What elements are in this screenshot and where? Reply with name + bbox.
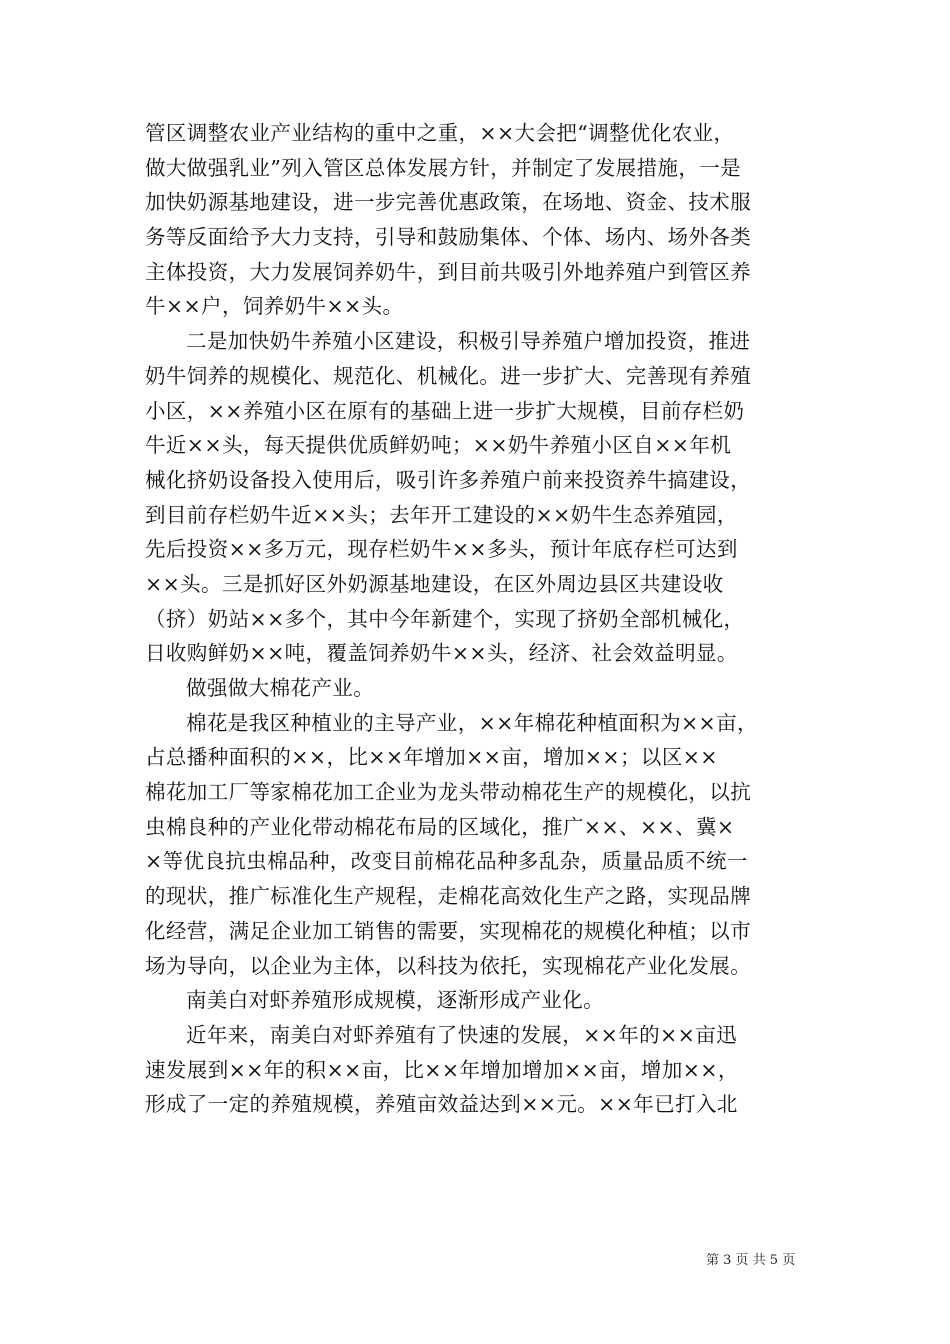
text-line: 速发展到××年的积××亩，比××年增加增加××亩，增加××， — [145, 1057, 739, 1082]
text-line: 虫棉良种的产业化带动棉花布局的区域化，推广××、××、冀× — [145, 814, 735, 839]
text-line: 主体投资，大力发展饲养奶牛，到目前共吸引外地养殖户到管区养 — [145, 259, 752, 284]
text-line: 二是加快奶牛养殖小区建设，积极引导养殖户增加投资，推进 — [186, 329, 751, 354]
page-number-footer: 第 3 页 共 5 页 — [706, 1253, 796, 1268]
text-line: 占总播种面积的××，比××年增加××亩，增加××；以区×× — [145, 745, 718, 770]
text-line: ×等优良抗虫棉品种，改变目前棉花品种多乱杂，质量品质不统一 — [145, 849, 748, 874]
text-line: 先后投资××多万元，现存栏奶牛××多头，预计年底存栏可达到 — [145, 537, 738, 562]
text-line: 做大做强乳业”列入管区总体发展方针，并制定了发展措施，一是 — [145, 155, 742, 180]
text-line: 场为导向，以企业为主体，以科技为依托，实现棉花产业化发展。 — [145, 953, 752, 978]
text-line: （挤）奶站××多个，其中今年新建个，实现了挤奶全部机械化， — [145, 606, 745, 631]
text-line: 近年来，南美白对虾养殖有了快速的发展，××年的××亩迅 — [186, 1022, 738, 1047]
text-line: 化经营，满足企业加工销售的需要，实现棉花的规模化种植；以市 — [145, 918, 752, 943]
text-line: 牛近××头，每天提供优质鲜奶吨；××奶牛养殖小区自××年机 — [145, 433, 732, 458]
text-line: 管区调整农业产业结构的重中之重，××大会把“调整优化农业， — [145, 121, 735, 145]
text-line: ××头。三是抓好区外奶源基地建设，在区外周边县区共建设收 — [145, 571, 724, 596]
text-line: 务等反面给予大力支持，引导和鼓励集体、个体、场内、场外各类 — [145, 225, 752, 250]
text-line: 牛××户，饲养奶牛××头。 — [145, 294, 404, 319]
text-line: 到目前存栏奶牛近××头；去年开工建设的××奶牛生态养殖园， — [145, 502, 738, 527]
text-line: 棉花是我区种植业的主导产业，××年棉花种植面积为××亩， — [186, 710, 758, 735]
text-line: 小区，××养殖小区在原有的基础上进一步扩大规模，目前存栏奶 — [145, 398, 745, 423]
text-line: 的现状，推广标准化生产规程，走棉花高效化生产之路，实现品牌 — [145, 884, 752, 909]
text-line: 做强做大棉花产业。 — [186, 676, 375, 700]
text-line: 日收购鲜奶××吨，覆盖饲养奶牛××头，经济、社会效益明显。 — [145, 641, 738, 666]
document-body — [145, 116, 810, 1122]
text-line: 棉花加工厂等家棉花加工企业为龙头带动棉花生产的规模化，以抗 — [145, 780, 752, 805]
text-line: 奶牛饲养的规模化、规范化、机械化。进一步扩大、完善现有养殖 — [145, 363, 752, 388]
text-line: 南美白对虾养殖形成规模，逐渐形成产业化。 — [186, 988, 604, 1013]
text-line: 加快奶源基地建设，进一步完善优惠政策，在场地、资金、技术服 — [145, 190, 752, 215]
text-line: 形成了一定的养殖规模，养殖亩效益达到××元。××年已打入北 — [145, 1092, 738, 1117]
text-line: 械化挤奶设备投入使用后，吸引许多养殖户前来投资养牛搞建设， — [145, 467, 752, 492]
